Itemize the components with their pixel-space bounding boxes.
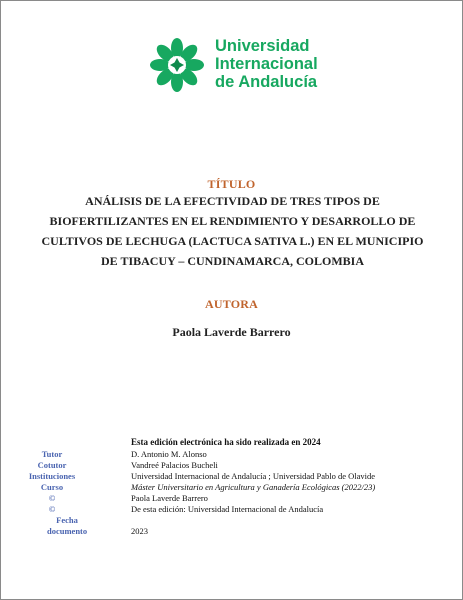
metadata-label: Instituciones (28, 471, 76, 481)
thesis-title-line: BIOFERTILIZANTES EN EL RENDIMIENTO Y DESARROLLO DE (49, 214, 416, 228)
thesis-title-line: DE TIBACUY – CUNDINAMARCA, COLOMBIA (100, 254, 364, 268)
logo-line-3: de Andalucía (215, 73, 318, 91)
logo-line-2: Internacional (215, 55, 318, 73)
thesis-title (41, 191, 424, 271)
metadata-value: Máster Universitario en Agricultura y Ganadería Ecológicas (2022/23) (131, 482, 376, 492)
metadata-row-curso (1, 482, 462, 493)
logo-emblem-icon (149, 37, 205, 93)
metadata-value: Vandreé Palacios Bucheli (131, 460, 218, 470)
metadata-label: © (48, 504, 56, 514)
metadata-value: Universidad Internacional de Andalucía ; Universidad Pablo de Olavide (131, 471, 376, 481)
metadata-label: Curso (40, 482, 64, 492)
author-heading: AUTORA (205, 297, 258, 311)
metadata-row-tutor (1, 449, 462, 460)
title-heading: TÍTULO (207, 177, 256, 191)
logo-line-1: Universidad (215, 37, 310, 55)
logo-wordmark (215, 37, 318, 91)
metadata-table (1, 449, 462, 537)
metadata-row-copyright-author (1, 493, 462, 504)
metadata-value: D. Antonio M. Alonso (131, 449, 207, 459)
metadata-row-cotutor (1, 460, 462, 471)
metadata-row-fecha (1, 515, 462, 537)
metadata-value: De esta edición: Universidad Internacional de Andalucía (131, 504, 324, 514)
metadata-row-instituciones (1, 471, 462, 482)
metadata-label: Cotutor (37, 460, 67, 470)
thesis-title-line: CULTIVOS DE LECHUGA (LACTUCA SATIVA L.) EN EL MUNICIPIO (41, 234, 424, 248)
thesis-title-line: ANÁLISIS DE LA EFECTIVIDAD DE TRES TIPOS DE (85, 194, 380, 208)
metadata-label: © (48, 493, 56, 503)
metadata-label: Tutor (41, 449, 63, 459)
metadata-value: 2023 (131, 526, 148, 536)
university-logo (149, 37, 319, 93)
metadata-row-copyright-edition (1, 504, 462, 515)
metadata-value: Paola Laverde Barrero (131, 493, 208, 503)
edition-note: Esta edición electrónica ha sido realizada en 2024 (131, 437, 321, 447)
metadata-label: Fecha documento (47, 515, 88, 536)
author-name: Paola Laverde Barrero (172, 325, 291, 339)
